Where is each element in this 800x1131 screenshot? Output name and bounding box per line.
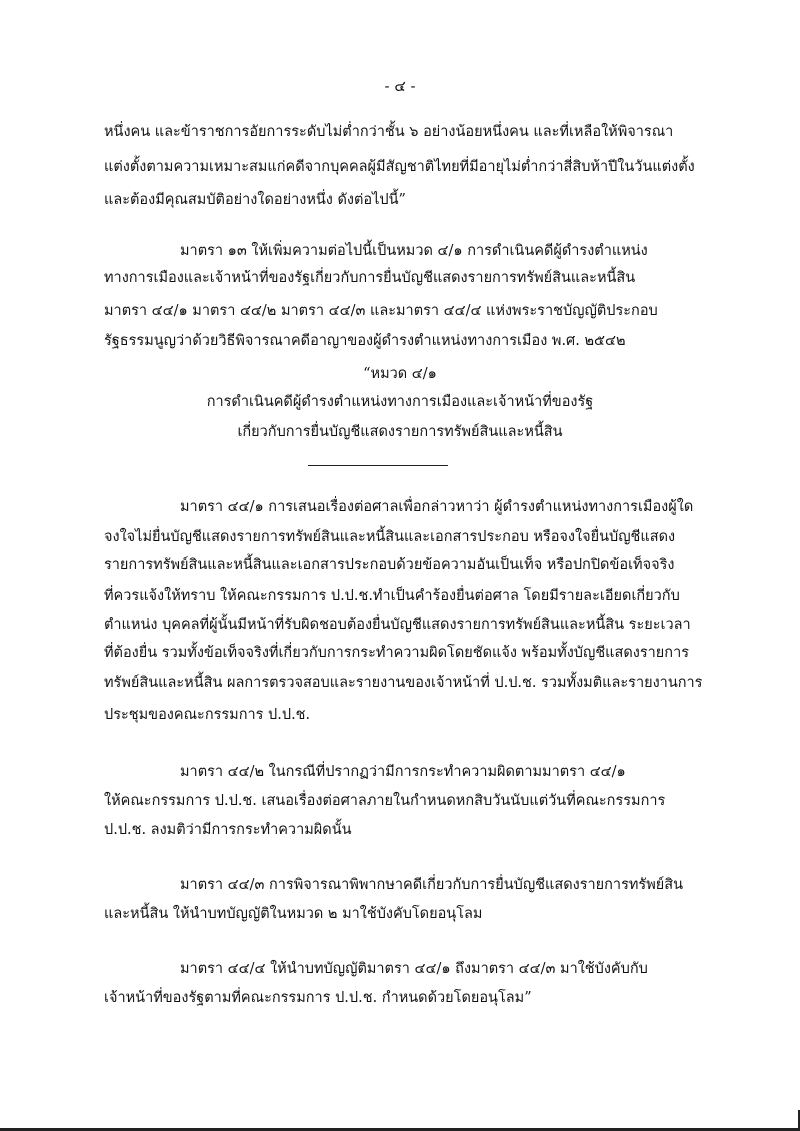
- section-44-2-line: มาตรา ๔๔/๒ ในกรณีที่ปรากฏว่ามีการกระทำความผิดตามมาตรา ๔๔/๑: [180, 764, 626, 780]
- section-44-4-line: เจ้าหน้าที่ของรัฐตามที่คณะกรรมการ ป.ป.ช. กำหนดด้วยโดยอนุโลม”: [104, 990, 532, 1006]
- section-13-line: มาตรา ๔๔/๑ มาตรา ๔๔/๒ มาตรา ๔๔/๓ และมาตรา ๔๔/๔ แห่งพระราชบัญญัติประกอบ: [104, 303, 658, 319]
- section-44-1-line: รายการทรัพย์สินและหนี้สินและเอกสารประกอบด้วยข้อความอันเป็นเท็จ หรือปกปิดข้อเท็จจริง: [104, 557, 675, 573]
- section-44-1-line: ที่ต้องยื่น รวมทั้งข้อเท็จจริงที่เกี่ยวกับการกระทำความผิดโดยชัดแจ้ง พร้อมทั้งบัญชีแสดงรายการ: [104, 645, 690, 661]
- section-13-line: มาตรา ๑๓ ให้เพิ่มความต่อไปนี้เป็นหมวด ๔/๑ การดำเนินคดีผู้ดำรงตำแหน่ง: [180, 243, 648, 259]
- section-divider: [308, 465, 448, 466]
- section-44-1-line: ที่ควรแจ้งให้ทราบ ให้คณะกรรมการ ป.ป.ช.ทำเป็นคำร้องยื่นต่อศาล โดยมีรายละเอียดเกี่ยวกับ: [104, 588, 680, 604]
- section-44-1-line: ตำแหน่ง บุคคลที่ผู้นั้นมีหน้าที่รับผิดชอบต้องยื่นบัญชีแสดงรายการทรัพย์สินและหนี้สิน ระยะเวลา: [104, 617, 691, 633]
- section-13-line: รัฐธรรมนูญว่าด้วยวิธีพิจารณาคดีอาญาของผู้ดำรงตำแหน่งทางการเมือง พ.ศ. ๒๕๔๒: [104, 333, 626, 349]
- section-44-1-line: ทรัพย์สินและหนี้สิน ผลการตรวจสอบและรายงานของเจ้าหน้าที่ ป.ป.ช. รวมทั้งมติและรายงานการ: [104, 675, 703, 691]
- page-number: - ๔ -: [384, 77, 416, 95]
- chapter-heading-line: การดำเนินคดีผู้ดำรงตำแหน่งทางการเมืองและเจ้าหน้าที่ของรัฐ: [206, 394, 594, 410]
- section-44-1-line: จงใจไม่ยื่นบัญชีแสดงรายการทรัพย์สินและหนี้สินและเอกสารประกอบ หรือจงใจยื่นบัญชีแสดง: [104, 529, 676, 545]
- chapter-title: “หมวด ๔/๑: [363, 366, 437, 382]
- intro-line: และต้องมีคุณสมบัติอย่างใดอย่างหนึ่ง ดังต่อไปนี้”: [104, 192, 406, 208]
- section-44-1-line: มาตรา ๔๔/๑ การเสนอเรื่องต่อศาลเพื่อกล่าวหาว่า ผู้ดำรงตำแหน่งทางการเมืองผู้ใด: [180, 499, 694, 515]
- section-44-2-line: ให้คณะกรรมการ ป.ป.ช. เสนอเรื่องต่อศาลภายในกำหนดหกสิบวันนับแต่วันที่คณะกรรมการ: [104, 793, 666, 809]
- section-13-line: ทางการเมืองและเจ้าหน้าที่ของรัฐเกี่ยวกับการยื่นบัญชีแสดงรายการทรัพย์สินและหนี้สิน: [104, 270, 636, 286]
- section-44-3-line: และหนี้สิน ให้นำบทบัญญัติในหมวด ๒ มาใช้บังคับโดยอนุโลม: [104, 906, 483, 922]
- section-44-2-line: ป.ป.ช. ลงมติว่ามีการกระทำความผิดนั้น: [104, 822, 352, 838]
- section-44-3-line: มาตรา ๔๔/๓ การพิจารณาพิพากษาคดีเกี่ยวกับการยื่นบัญชีแสดงรายการทรัพย์สิน: [180, 877, 684, 893]
- section-44-1-line: ประชุมของคณะกรรมการ ป.ป.ช.: [104, 707, 311, 723]
- intro-line: หนึ่งคน และข้าราชการอัยการระดับไม่ต่ำกว่าชั้น ๖ อย่างน้อยหนึ่งคน และที่เหลือให้พิจารณา: [104, 124, 674, 140]
- section-44-4-line: มาตรา ๔๔/๔ ให้นำบทบัญญัติมาตรา ๔๔/๑ ถึงมาตรา ๔๔/๓ มาใช้บังคับกับ: [180, 961, 648, 977]
- chapter-heading-line: เกี่ยวกับการยื่นบัญชีแสดงรายการทรัพย์สินและหนี้สิน: [237, 424, 563, 440]
- intro-line: แต่งตั้งตามความเหมาะสมแก่คดีจากบุคคลผู้มีสัญชาติไทยที่มีอายุไม่ต่ำกว่าสี่สิบห้าปีในวันแต่งตั้ง: [104, 159, 695, 175]
